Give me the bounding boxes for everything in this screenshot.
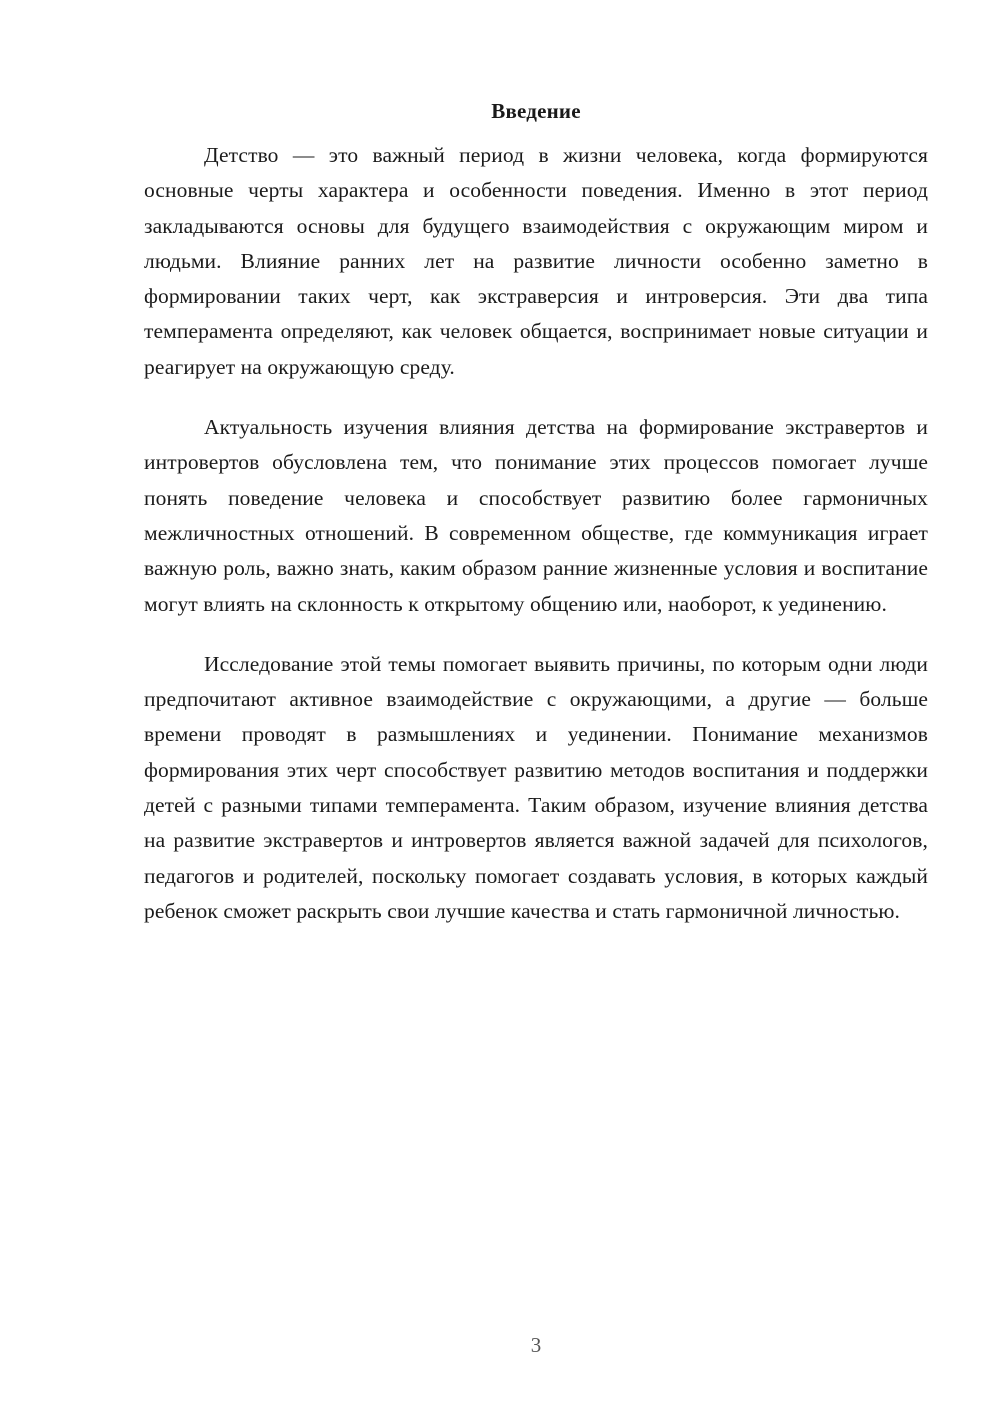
page-number: 3 <box>530 1333 542 1357</box>
page-content <box>144 94 928 954</box>
section-title: Введение <box>491 99 581 123</box>
paragraph-2: Актуальность изучения влияния детства на формирование экстравертов и интровертов обусловлена тем, что понимание этих процессов помогает лучше понять поведение человека и способствует развитию более гармоничных межличностных отношений. В современном обществе, где коммуникация играет важную роль, важно знать, каким образом ранние жизненные условия и воспитание могут влиять на склонность к открытому общению или, наоборот, к уединению. <box>144 415 928 616</box>
paragraph-3: Исследование этой темы помогает выявить причины, по которым одни люди предпочитают активное взаимодействие с окружающими, а другие — больше времени проводят в размышлениях и уединении. Понимание механизмов формирования этих черт способствует развитию методов воспитания и поддержки детей с разными типами темперамента. Таким образом, изучение влияния детства на развитие экстравертов и интровертов является важной задачей для психологов, педагогов и родителей, поскольку помогает создавать условия, в которых каждый ребенок сможет раскрыть свои лучшие качества и стать гармоничной личностью. <box>144 651 928 923</box>
paragraph-1: Детство — это важный период в жизни человека, когда формируются основные черты характера и особенности поведения. Именно в этот период закладываются основы для будущего взаимодействия с окружающим миром и людьми. Влияние ранних лет на развитие личности особенно заметно в формировании таких черт, как экстраверсия и интроверсия. Эти два типа темперамента определяют, как человек общается, воспринимает новые ситуации и реагирует на окружающую среду. <box>144 143 928 379</box>
